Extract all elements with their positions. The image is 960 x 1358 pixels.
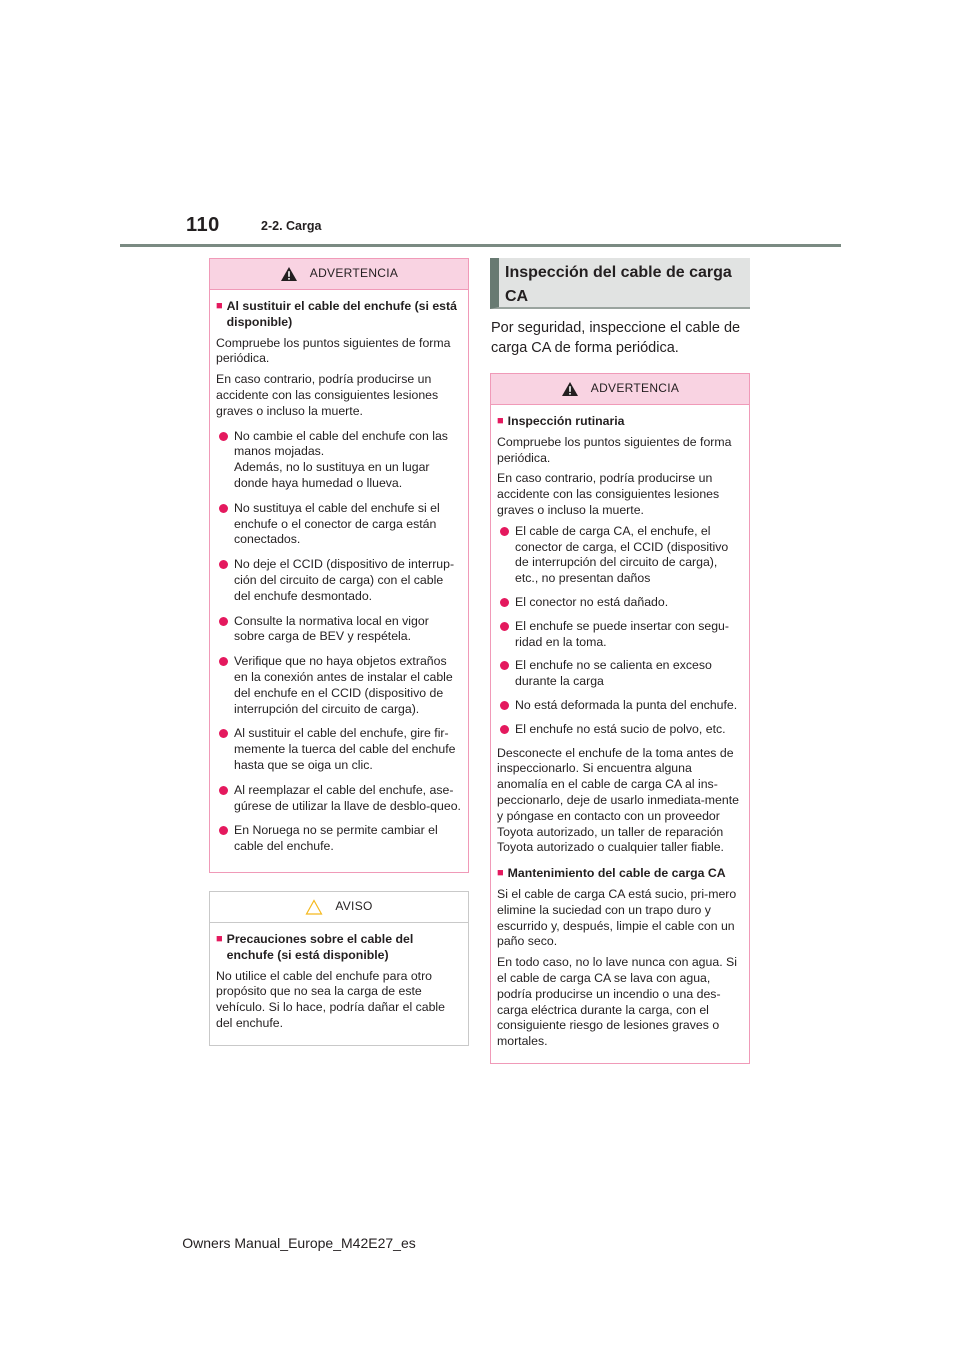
notice-subheading: ■ Precauciones sobre el cable del enchufe (si está disponible) bbox=[216, 931, 414, 962]
bullet-dot-icon bbox=[500, 598, 509, 607]
list-item: No cambie el cable del enchufe con las manos mojadas. Además, no lo sustituya en un lugar donde haya humedad o llueva. bbox=[216, 429, 462, 492]
warning-header bbox=[491, 374, 749, 405]
warning-header bbox=[210, 259, 468, 290]
paragraph: Compruebe los puntos siguientes de forma periódica. bbox=[497, 434, 732, 465]
chapter-title: 2-2. Carga bbox=[261, 219, 322, 233]
square-bullet-icon: ■ bbox=[497, 867, 504, 880]
page-number: 110 bbox=[186, 214, 220, 236]
paragraph: No utilice el cable del enchufe para otro propósito que no sea la carga de este vehículo. Si lo hace, podría dañar el cable del enchufe. bbox=[216, 968, 446, 1030]
header-divider bbox=[120, 244, 841, 247]
bullet-dot-icon bbox=[219, 617, 228, 626]
bullet-dot-icon bbox=[500, 622, 509, 631]
bullet-dot-icon bbox=[219, 560, 228, 569]
paragraph: Si el cable de carga CA está sucio, pri-mero elimine la suciedad con un trapo duro y escurrido y, después, limpie el cable con un paño seco. bbox=[497, 886, 737, 949]
bullet-dot-icon bbox=[219, 786, 228, 795]
notice-box bbox=[209, 891, 469, 1046]
list-item: No sustituya el cable del enchufe si el enchufe o el conector de carga están conectados. bbox=[216, 501, 462, 548]
warning-box bbox=[490, 373, 750, 1064]
list-item: El enchufe no está sucio de polvo, etc. bbox=[497, 722, 743, 738]
list-item: El enchufe se puede insertar con segu-ridad en la toma. bbox=[497, 619, 743, 651]
list-item: Al reemplazar el cable del enchufe, ase-gúrese de utilizar la llave de desblo-queo. bbox=[216, 783, 462, 815]
warning-subheading: ■ Mantenimiento del cable de carga CA bbox=[497, 866, 726, 881]
square-bullet-icon: ■ bbox=[216, 932, 223, 945]
paragraph: En caso contrario, podría producirse un accidente con las consiguientes lesiones graves o incluso la muerte. bbox=[497, 471, 720, 517]
warning-subheading: ■ Inspección rutinaria bbox=[497, 414, 625, 428]
list-item: No deje el CCID (dispositivo de interrup-ción del circuito de carga) con el cable del enchufe desmontado. bbox=[216, 557, 462, 604]
bullet-dot-icon bbox=[219, 826, 228, 835]
bullet-dot-icon bbox=[500, 661, 509, 670]
paragraph: En caso contrario, podría producirse un accidente con las consiguientes lesiones graves o incluso la muerte. bbox=[216, 372, 439, 418]
bullet-dot-icon bbox=[219, 657, 228, 666]
left-column bbox=[209, 258, 469, 1046]
intro-text: Por seguridad, inspeccione el cable de carga CA de forma periódica. bbox=[491, 320, 741, 356]
list-item: Al sustituir el cable del enchufe, gire fir-memente la tuerca del cable del enchufe hasta que se oiga un clic. bbox=[216, 726, 462, 773]
warning-triangle-icon bbox=[280, 266, 298, 282]
notice-header bbox=[210, 892, 468, 923]
warning-box bbox=[209, 258, 469, 873]
bullet-dot-icon bbox=[500, 725, 509, 734]
list-item: El cable de carga CA, el enchufe, el conector de carga, el CCID (dispositivo de interrupción del circuito de carga), etc., no presentan daños bbox=[497, 524, 743, 587]
right-column bbox=[490, 258, 750, 1064]
warning-subheading: ■ Al sustituir el cable del enchufe (si está disponible) bbox=[216, 299, 457, 329]
bullet-dot-icon bbox=[219, 729, 228, 738]
bullet-dot-icon bbox=[500, 701, 509, 710]
list-item: Consulte la normativa local en vigor sobre carga de BEV y respétela. bbox=[216, 614, 462, 646]
square-bullet-icon: ■ bbox=[216, 300, 223, 312]
warning-title: ADVERTENCIA bbox=[590, 381, 680, 396]
list-item: El conector no está dañado. bbox=[497, 595, 743, 611]
list-item: En Noruega no se permite cambiar el cable del enchufe. bbox=[216, 823, 462, 855]
warning-title: ADVERTENCIA bbox=[309, 266, 399, 281]
bullet-dot-icon bbox=[219, 432, 228, 441]
bullet-dot-icon bbox=[219, 504, 228, 513]
list-item: El enchufe no se calienta en exceso durante la carga bbox=[497, 658, 743, 690]
notice-title: AVISO bbox=[335, 899, 373, 913]
footer-manual-id: Owners Manual_Europe_M42E27_es bbox=[182, 1235, 416, 1251]
list-item: Verifique que no haya objetos extraños en la conexión antes de instalar el cable del enchufe en el CCID (dispositivo de interrupción del circuito de carga). bbox=[216, 654, 462, 717]
paragraph: En todo caso, no lo lave nunca con agua. Si el cable de carga CA se lava con agua, podría producirse un incendio o una des-carga eléctrica durante la carga, con el consiguiente riesgo de lesiones graves o mortales. bbox=[497, 955, 737, 1049]
section-heading: Inspección del cable de carga CA bbox=[490, 258, 750, 309]
warning-triangle-icon bbox=[561, 381, 579, 397]
list-item: No está deformada la punta del enchufe. bbox=[497, 698, 743, 714]
square-bullet-icon: ■ bbox=[497, 415, 504, 427]
paragraph: Desconecte el enchufe de la toma antes de inspeccionarlo. Si encuentra alguna anomalía en el cable de carga CA al ins-peccionarlo, deje de usarlo inmediata-mente y póngase en contacto con un proveedor Toyota autorizado, un taller de reparación Toyota autorizado o cualquier taller fiable. bbox=[497, 745, 739, 855]
bullet-dot-icon bbox=[500, 527, 509, 536]
notice-triangle-icon bbox=[305, 899, 323, 915]
paragraph: Compruebe los puntos siguientes de forma periódica. bbox=[216, 335, 451, 366]
